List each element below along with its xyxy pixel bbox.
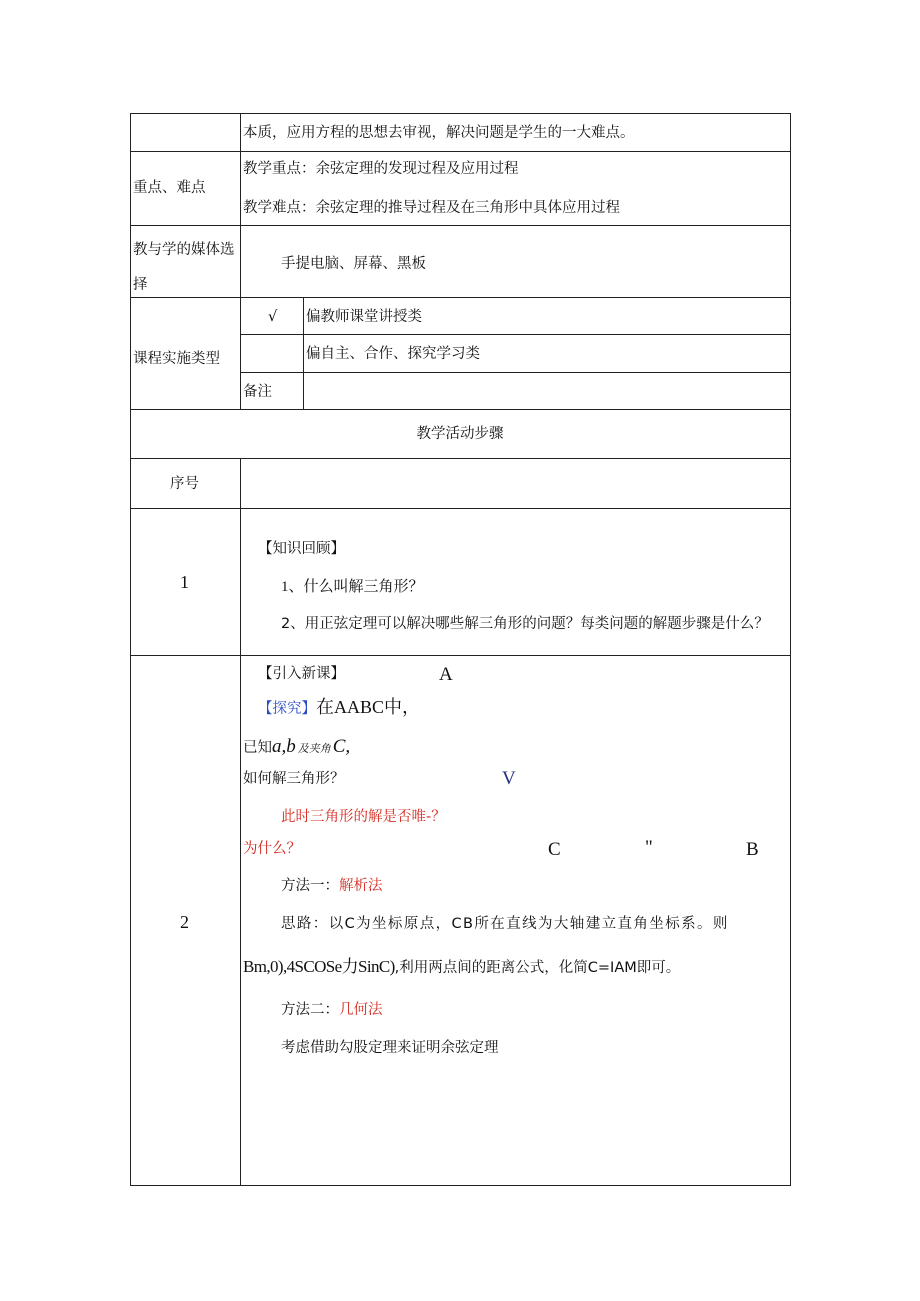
method-1-line bbox=[281, 879, 383, 894]
new-lesson-heading: 【引入新课】 bbox=[258, 666, 345, 682]
media-label-line1: 教与学的媒体选 bbox=[133, 242, 235, 258]
triangle-vertex-c: C bbox=[548, 839, 561, 860]
table-divider bbox=[303, 297, 304, 409]
method-1-formula-line bbox=[243, 958, 680, 976]
triangle-vertex-a: A bbox=[439, 664, 453, 685]
table-divider bbox=[130, 655, 791, 656]
table-divider bbox=[130, 409, 791, 410]
difficulty-continuation-text: 本质，应用方程的思想去审视，解决问题是学生的一大难点。 bbox=[243, 125, 635, 141]
table-divider bbox=[130, 297, 791, 298]
table-divider bbox=[130, 508, 791, 509]
known-mid: 及夹角 bbox=[297, 742, 331, 755]
sequence-label: 序号 bbox=[170, 476, 199, 492]
how-to-solve-question: 如何解三角形？ bbox=[243, 771, 345, 787]
key-points-label: 重点、难点 bbox=[133, 180, 206, 196]
triangle-vertex-v: V bbox=[502, 768, 516, 789]
table-divider bbox=[240, 113, 241, 409]
method-1-idea: 思路：以C为坐标原点，CB所在直线为大轴建立直角坐标系。则 bbox=[281, 916, 729, 932]
table-border-right bbox=[790, 113, 791, 1186]
table-divider bbox=[240, 372, 791, 373]
known-conditions-line bbox=[243, 737, 350, 756]
table-divider bbox=[130, 458, 791, 459]
review-question-1 bbox=[281, 580, 424, 595]
method-1-formula-rest: ,利用两点间的距离公式，化简C=IAM即可。 bbox=[394, 960, 681, 976]
table-divider bbox=[240, 458, 241, 1186]
known-vars: a,b bbox=[272, 736, 296, 757]
remark-label: 备注 bbox=[243, 384, 272, 400]
course-type-option-inquiry: 偏自主、合作、探究学习类 bbox=[306, 346, 480, 362]
known-prefix: 已知 bbox=[243, 740, 272, 756]
method-1-formula: Bm,0),4SCOSe力SinC) bbox=[243, 957, 395, 976]
step-1-number: 1 bbox=[180, 572, 189, 592]
method-2-text: 考虑借助勾股定理来证明余弦定理 bbox=[281, 1040, 499, 1056]
triangle-mark: " bbox=[645, 837, 653, 858]
explore-text: 在AABC中， bbox=[316, 697, 421, 717]
course-type-label: 课程实施类型 bbox=[133, 351, 220, 367]
table-divider bbox=[130, 151, 791, 152]
method-2-name: 几何法 bbox=[339, 1002, 383, 1018]
checkmark-icon: √ bbox=[268, 309, 278, 325]
method-1-name: 解析法 bbox=[339, 878, 383, 894]
method-2-label: 方法二： bbox=[281, 1002, 339, 1018]
review-question-1-text: 1、什么叫解三角形？ bbox=[281, 579, 424, 595]
knowledge-review-heading: 【知识回顾】 bbox=[258, 541, 345, 557]
step-2-number: 2 bbox=[180, 912, 189, 932]
media-label-line2: 择 bbox=[133, 277, 148, 293]
media-value: 手提电脑、屏幕、黑板 bbox=[281, 256, 426, 272]
review-question-2: 2、用正弦定理可以解决哪些解三角形的问题？每类问题的解题步骤是什么？ bbox=[281, 616, 769, 632]
table-border-left bbox=[130, 113, 131, 1186]
why-question: 为什么？ bbox=[243, 841, 301, 857]
key-point-text: 教学重点：余弦定理的发现过程及应用过程 bbox=[243, 161, 519, 177]
difficulty-text: 教学难点：余弦定理的推导过程及在三角形中具体应用过程 bbox=[243, 200, 620, 216]
table-border-bottom bbox=[130, 1185, 791, 1186]
triangle-vertex-b: B bbox=[746, 839, 759, 860]
explore-line bbox=[258, 698, 420, 717]
table-border-top bbox=[130, 113, 791, 114]
table-divider bbox=[130, 225, 791, 226]
course-type-option-lecture: 偏教师课堂讲授类 bbox=[306, 309, 422, 325]
uniqueness-question: 此时三角形的解是否唯-？ bbox=[281, 809, 446, 825]
explore-tag: 【探究】 bbox=[258, 701, 316, 717]
table-divider bbox=[240, 334, 791, 335]
method-1-label: 方法一： bbox=[281, 878, 339, 894]
known-angle-c: C, bbox=[332, 736, 351, 757]
steps-title: 教学活动步骤 bbox=[416, 426, 504, 442]
method-2-line bbox=[281, 1003, 383, 1018]
